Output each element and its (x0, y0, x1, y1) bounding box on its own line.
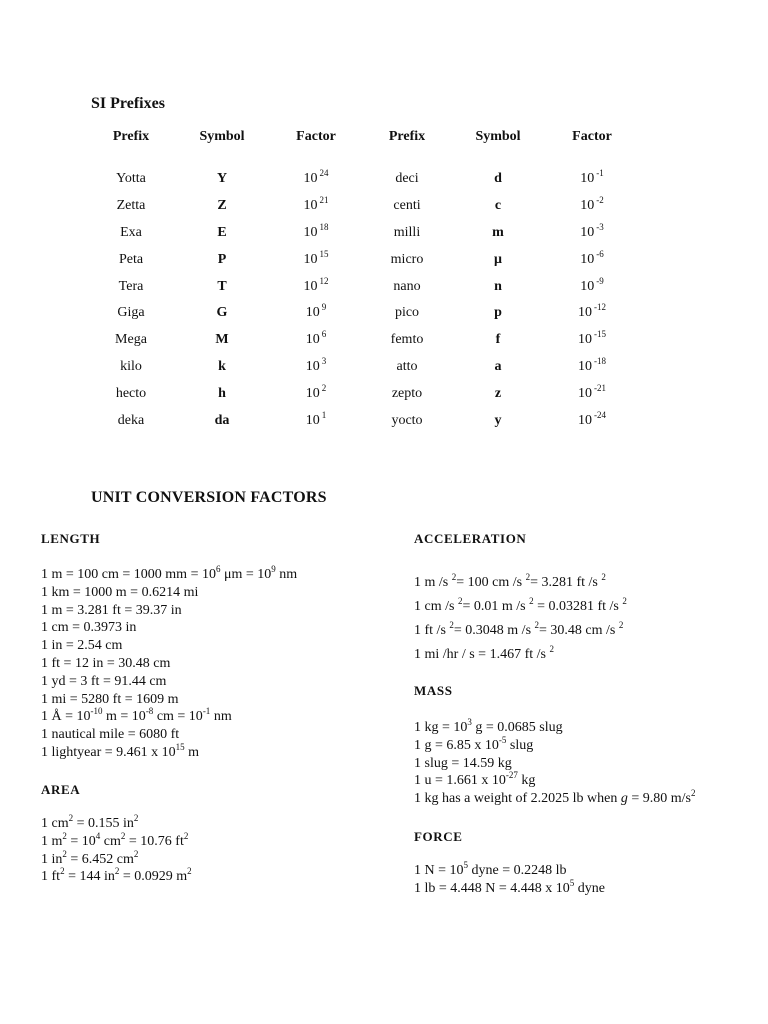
prefix-symbol: P (217, 251, 227, 267)
prefix-name: nano (393, 278, 421, 294)
table-row (88, 327, 640, 354)
length-line: 1 lightyear = 9.461 x $10^{15}$ m (41, 741, 200, 760)
prefix-name: milli (393, 224, 421, 240)
mass-heading: MASS (414, 683, 453, 698)
prefix-name: femto (390, 332, 424, 348)
prefix-symbol: n (494, 278, 502, 294)
prefix-name: atto (396, 358, 418, 374)
prefix-factor: 10 $^{-6}$ (580, 248, 604, 267)
prefix-symbol: d (494, 171, 502, 187)
acceleration-line: 1 mi /hr / s = 1.467 ft /s $^2$ (414, 644, 554, 662)
table-row (88, 380, 640, 407)
length-line: 1 km = 1000 m = 0.6214 mi (41, 584, 199, 600)
prefix-factor: 10 $^{-15}$ (578, 329, 606, 348)
prefix-name: Tera (118, 278, 144, 294)
area-list (41, 815, 192, 886)
prefix-factor: 10 $^{-24}$ (578, 409, 606, 428)
area-line: 1 $cm^2 = 0.155$ $in^2$ (41, 813, 139, 831)
mass-list (414, 719, 695, 808)
prefix-factor: 10 $^{-21}$ (578, 382, 606, 401)
prefix-name: Zetta (116, 198, 146, 214)
length-line: 1 cm = 0.3973 in (41, 620, 137, 636)
length-line: 1 nautical mile = 6080 ft (41, 727, 180, 743)
prefix-symbol: T (217, 278, 227, 294)
prefix-symbol: c (494, 198, 502, 214)
prefix-factor: 10 $^9$ (305, 302, 327, 321)
table-row (88, 354, 640, 381)
length-heading: LENGTH (41, 531, 101, 546)
acceleration-line: 1 ft /s $^2$= 0.3048 m /s $^2$= 30.48 cm /s $^2$ (414, 620, 624, 638)
prefix-factor: 10 $^{-18}$ (578, 355, 606, 374)
prefix-factor: 10 $^{-1}$ (580, 168, 604, 187)
table-row (88, 220, 640, 247)
prefix-symbol: y (494, 412, 502, 428)
prefix-factor: 10 $^1$ (305, 409, 327, 428)
area-line: 1 $ft^2 = 144$ $in^2 = 0.0929$ $m^2$ (41, 866, 192, 885)
prefix-name: kilo (120, 358, 142, 374)
si-prefixes-table (88, 126, 640, 434)
prefix-symbol: Z (217, 198, 227, 214)
prefix-factor: 10 $^2$ (305, 382, 327, 401)
prefix-symbol: z (494, 385, 502, 401)
force-heading: FORCE (414, 829, 463, 844)
area-heading: AREA (41, 782, 81, 797)
prefix-name: zepto (391, 385, 423, 401)
force-line: 1 $N = 10^5$ dyne = 0.2248 lb (414, 860, 567, 878)
header-prefix: Prefix (388, 129, 426, 144)
length-line: 1 in = 2.54 cm (41, 638, 123, 654)
prefix-factor: 10 $^{12}$ (303, 275, 329, 294)
prefix-factor: 10 $^{-2}$ (580, 195, 604, 214)
prefix-symbol: f (495, 332, 501, 348)
force-line: 1 lb = 4.448 N = 4.448 x $10^5$ dyne (414, 877, 606, 896)
length-line: 1 yd = 3 ft = 91.44 cm (41, 673, 167, 689)
length-line: 1 ft = 12 in = 30.48 cm (41, 655, 171, 671)
prefix-factor: 10 $^{18}$ (303, 221, 329, 240)
table-row (88, 193, 640, 220)
prefix-symbol: k (218, 358, 226, 374)
prefix-factor: 10 $^{15}$ (303, 248, 329, 267)
prefix-name: Peta (118, 251, 144, 267)
prefix-symbol: G (216, 305, 228, 321)
length-line: 1 m = 3.281 ft = 39.37 in (41, 602, 182, 618)
prefix-symbol: h (218, 385, 226, 401)
table-row (88, 246, 640, 273)
prefix-symbol: E (217, 224, 227, 240)
length-list (41, 566, 297, 762)
length-line: 1 m = 100 cm = 1000 mm = $10^6$ $\mu m = 10^9$ nm (41, 564, 298, 582)
prefix-name: deci (395, 171, 419, 187)
prefix-name: Mega (115, 332, 147, 348)
unit-conversion-title: UNIT CONVERSION FACTORS (91, 489, 327, 506)
area-line: 1 $in^2 = 6.452$ $cm^2$ (41, 848, 139, 867)
table-row (88, 273, 640, 300)
force-list (414, 862, 605, 898)
header-symbol: Symbol (475, 129, 521, 144)
mass-line: 1 kg has a weight of 2.2025 lb when g = 9.80 $m/s^2$ (414, 788, 696, 807)
table-header-row (88, 126, 640, 148)
header-factor: Factor (572, 129, 612, 144)
prefix-name: hecto (115, 385, 147, 401)
prefix-symbol: a (494, 358, 502, 374)
prefix-symbol: da (214, 412, 230, 428)
prefix-name: Exa (120, 224, 142, 240)
si-prefixes-title: SI Prefixes (91, 95, 165, 112)
mass-line: 1 kg = $10^3$ g = 0.0685 slug (414, 717, 563, 735)
mass-line: 1 g = 6.85 x $10^{-5}$ slug (414, 734, 534, 753)
header-prefix: Prefix (112, 129, 150, 144)
prefix-symbol: p (494, 305, 502, 321)
acceleration-line: 1 m /s $^2$= 100 cm /s $^2$= 3.281 ft /s $^2$ (414, 572, 606, 590)
prefix-factor: 10 $^{-12}$ (578, 302, 606, 321)
prefix-factor: 10 $^6$ (305, 329, 327, 348)
acceleration-list (414, 571, 627, 667)
prefix-name: Yotta (116, 171, 146, 187)
prefix-name: micro (390, 251, 424, 267)
prefix-name: pico (394, 305, 420, 321)
prefix-factor: 10 $^{-9}$ (580, 275, 604, 294)
header-symbol: Symbol (199, 129, 245, 144)
prefix-symbol: m (492, 224, 504, 240)
table-row (88, 300, 640, 327)
prefix-symbol: μ (494, 251, 502, 267)
table-row (88, 407, 640, 434)
length-line: 1 Å = $10^{-10}$ $m = 10^{-8}$ cm = $10^{-1}$ nm (41, 706, 232, 725)
prefix-name: deka (117, 412, 145, 428)
table-row (88, 166, 640, 193)
prefix-factor: 10 $^3$ (305, 355, 327, 374)
prefix-name: centi (393, 198, 421, 214)
prefix-name: Giga (117, 305, 145, 321)
prefix-name: yocto (391, 412, 423, 428)
mass-line: 1 u = 1.661 x $10^{-27}$ kg (414, 770, 536, 789)
prefix-factor: 10 $^{21}$ (303, 195, 329, 214)
header-factor: Factor (296, 129, 336, 144)
prefix-symbol: M (215, 332, 229, 348)
prefix-factor: 10 $^{24}$ (303, 168, 329, 187)
prefix-factor: 10 $^{-3}$ (580, 221, 604, 240)
acceleration-heading: ACCELERATION (414, 531, 527, 546)
prefix-symbol: Y (216, 171, 228, 187)
mass-line: 1 slug = 14.59 kg (414, 755, 512, 771)
area-line: 1 $m^2 = 10^4$ $cm^2 = 10.76$ $ft^2$ (41, 830, 189, 849)
length-line: 1 mi = 5280 ft = 1609 m (41, 691, 179, 707)
acceleration-line: 1 cm /s $^2$= 0.01 m /s $^2$ = 0.03281 ft /s $^2$ (414, 596, 627, 614)
